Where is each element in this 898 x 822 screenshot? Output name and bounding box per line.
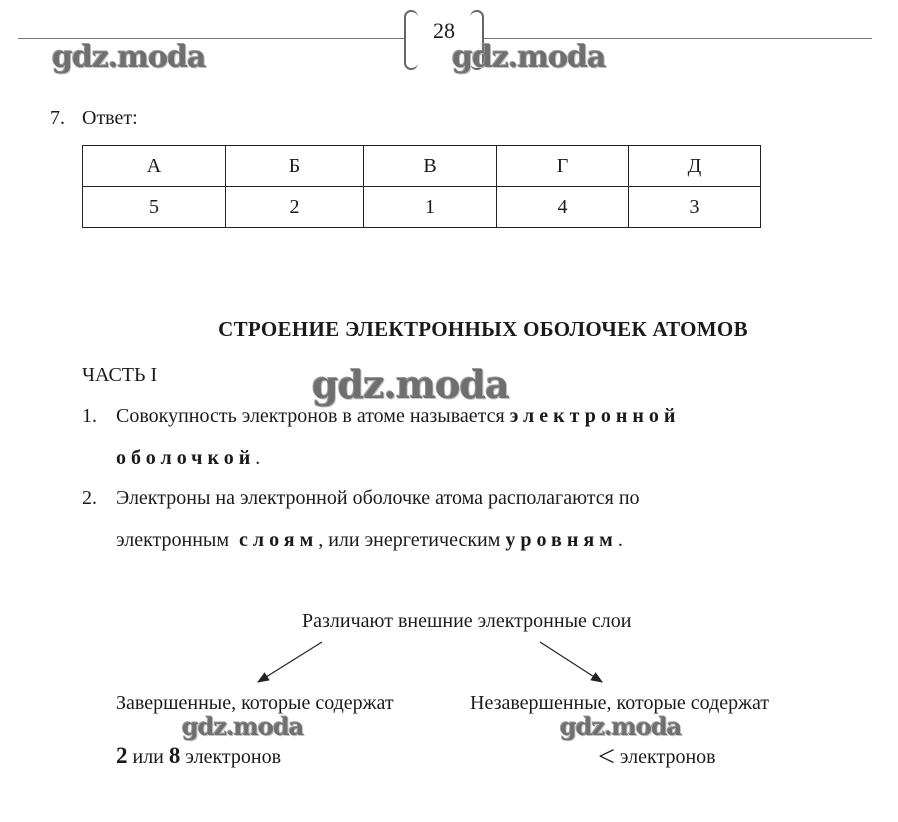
item-1-text: Совокупность электронов в атоме называется	[116, 405, 505, 427]
item-2-line-1: Электроны на электронной оболочке атома располагаются по	[116, 487, 640, 509]
watermark: gdz.moda	[312, 362, 509, 407]
arrow-left	[258, 642, 322, 682]
item-2-text-a: электронным	[116, 529, 230, 551]
question-7-number: 7.	[50, 107, 65, 129]
answer-table-header-cell: Б	[226, 146, 364, 187]
item-2-answer-b: уровням	[505, 529, 618, 551]
diagram-left-num-2: 8	[168, 743, 181, 768]
answer-table-value-cell: 2	[226, 187, 364, 228]
answer-table-value-cell: 5	[83, 187, 226, 228]
answer-table-header-cell: В	[364, 146, 497, 187]
question-7-label: Ответ:	[82, 107, 138, 129]
item-1-end: .	[255, 447, 261, 469]
diagram-right-symbol: <	[598, 740, 615, 773]
section-part: ЧАСТЬ I	[82, 364, 158, 386]
watermark: gdz.moda	[182, 712, 304, 741]
watermark: gdz.moda	[452, 40, 606, 75]
diagram-left-value	[116, 743, 281, 769]
watermark: gdz.moda	[52, 40, 206, 75]
item-2-text-b: , или энергетическим	[318, 529, 501, 551]
page-number: 28	[433, 18, 455, 43]
diagram-left-num-1: 2	[116, 743, 128, 768]
answer-table-header-cell: А	[83, 146, 226, 187]
answer-table-value-cell: 1	[364, 187, 497, 228]
diagram-left-label: Завершенные, которые содержат	[116, 692, 394, 714]
item-2-end: .	[617, 529, 623, 551]
watermark: gdz.moda	[560, 712, 682, 741]
diagram-left-or: или	[132, 746, 164, 768]
diagram-top-label: Различают внешние электронные слои	[302, 610, 632, 632]
item-2-number: 2.	[82, 487, 97, 509]
item-1-answer-part-2: оболочкой	[116, 447, 256, 469]
item-1-number: 1.	[82, 405, 97, 427]
diagram-right-value	[598, 740, 716, 774]
item-2-answer-a: слоям	[239, 529, 319, 551]
answer-table-header-cell: Г	[497, 146, 629, 187]
item-1-answer-part-1: электронной	[509, 405, 681, 427]
answer-table-value-cell: 4	[497, 187, 629, 228]
answer-table-value-cell: 3	[629, 187, 761, 228]
section-title: СТРОЕНИЕ ЭЛЕКТРОННЫХ ОБОЛОЧЕК АТОМОВ	[218, 317, 748, 341]
diagram-left-suffix: электронов	[185, 746, 282, 768]
diagram-right-suffix: электронов	[619, 746, 716, 768]
arrow-right	[540, 642, 602, 682]
answer-table-header-cell: Д	[629, 146, 761, 187]
diagram-right-label: Незавершенные, которые содержат	[470, 692, 770, 714]
